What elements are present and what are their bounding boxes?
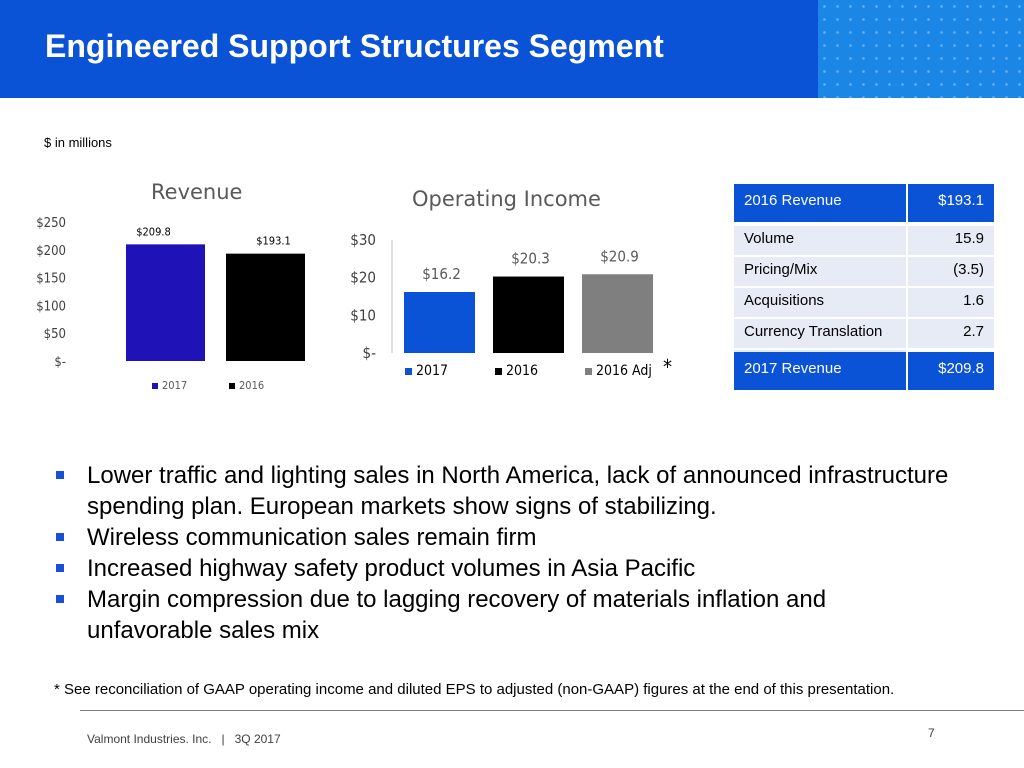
table-row-value: 15.9 — [908, 226, 994, 255]
revenue-chart-title: Revenue — [151, 180, 243, 204]
square-bullet-icon — [56, 595, 64, 603]
data-label: $20.9 — [600, 247, 639, 266]
table-row — [734, 319, 1008, 350]
legend-swatch — [585, 368, 592, 375]
table-row-value: 2.7 — [908, 319, 994, 348]
table-row-value: (3.5) — [908, 257, 994, 286]
y-tick-label: $20 — [350, 268, 376, 287]
table-header-label: 2016 Revenue — [734, 184, 906, 222]
y-tick-label: $150 — [36, 271, 66, 287]
data-label: $16.2 — [422, 264, 461, 283]
units-note: $ in millions — [44, 135, 112, 150]
bullet-text: Increased highway safety product volumes in Asia Pacific — [87, 555, 696, 582]
y-tick-label: $200 — [36, 243, 66, 259]
bullet-item — [56, 553, 956, 584]
legend-label: 2016 — [506, 363, 539, 379]
data-label: $209.8 — [136, 225, 171, 239]
legend-note-marker: * — [663, 355, 672, 379]
table-row — [734, 226, 1008, 257]
table-row-label: Currency Translation — [734, 319, 906, 348]
legend-label: 2016 Adj — [596, 363, 652, 379]
y-tick-label: $100 — [36, 299, 66, 315]
footnote: * See reconciliation of GAAP operating income and diluted EPS to adjusted (non-GAAP) figures at the end of this presentation. — [54, 681, 895, 698]
table-footer-label: 2017 Revenue — [734, 352, 906, 390]
legend-swatch — [152, 383, 158, 389]
bar-2017 — [126, 244, 205, 361]
footer-company: Valmont Industries. Inc. | 3Q 2017 — [87, 732, 281, 746]
y-tick-label: $- — [362, 344, 376, 362]
footer-divider — [80, 710, 1024, 711]
square-bullet-icon — [56, 533, 64, 541]
bullet-text: Wireless communication sales remain firm — [87, 524, 537, 551]
bullet-list — [56, 460, 956, 646]
data-label: $20.3 — [511, 249, 550, 268]
bullet-item — [56, 460, 956, 522]
table-header-value: $193.1 — [908, 184, 994, 222]
square-bullet-icon — [56, 471, 64, 479]
table-footer-row — [734, 352, 1008, 390]
legend-swatch — [405, 368, 412, 375]
operating-income-chart-title: Operating Income — [412, 187, 601, 211]
legend-label: 2016 — [239, 379, 265, 392]
y-tick-label: $30 — [350, 231, 376, 249]
bar-2016-adj — [582, 274, 653, 353]
y-tick-label: $50 — [43, 327, 66, 343]
table-row — [734, 257, 1008, 288]
bullet-item — [56, 584, 956, 646]
square-bullet-icon — [56, 564, 64, 572]
bullet-text: Margin compression due to lagging recovery of materials inflation and unfavorable sales mix — [87, 586, 827, 644]
y-tick-label: $- — [54, 355, 66, 370]
slide-title: Engineered Support Structures Segment — [45, 28, 664, 64]
legend-swatch — [229, 383, 235, 389]
table-row-value: 1.6 — [908, 288, 994, 317]
data-label: $193.1 — [256, 234, 291, 248]
y-tick-label: $250 — [36, 216, 66, 231]
revenue-chart — [36, 216, 305, 392]
bar-2016 — [226, 254, 305, 361]
legend-swatch — [495, 368, 502, 375]
page-number: 7 — [928, 726, 935, 740]
bullet-item — [56, 522, 956, 553]
table-header-row — [734, 184, 1008, 222]
table-row-label: Acquisitions — [734, 288, 906, 317]
bar-2016 — [493, 277, 564, 353]
y-tick-label: $10 — [350, 306, 376, 325]
operating-income-chart — [350, 231, 672, 379]
legend-label: 2017 — [162, 379, 188, 392]
table-row-label: Volume — [734, 226, 906, 255]
table-row — [734, 288, 1008, 319]
revenue-bridge-table — [734, 184, 1008, 390]
bullet-text: Lower traffic and lighting sales in North America, lack of announced infrastructure spending plan. European markets show signs of stabilizing. — [87, 462, 949, 520]
table-row-label: Pricing/Mix — [734, 257, 906, 286]
legend-label: 2017 — [416, 363, 449, 379]
table-footer-value: $209.8 — [908, 352, 994, 390]
bar-2017 — [404, 292, 475, 353]
